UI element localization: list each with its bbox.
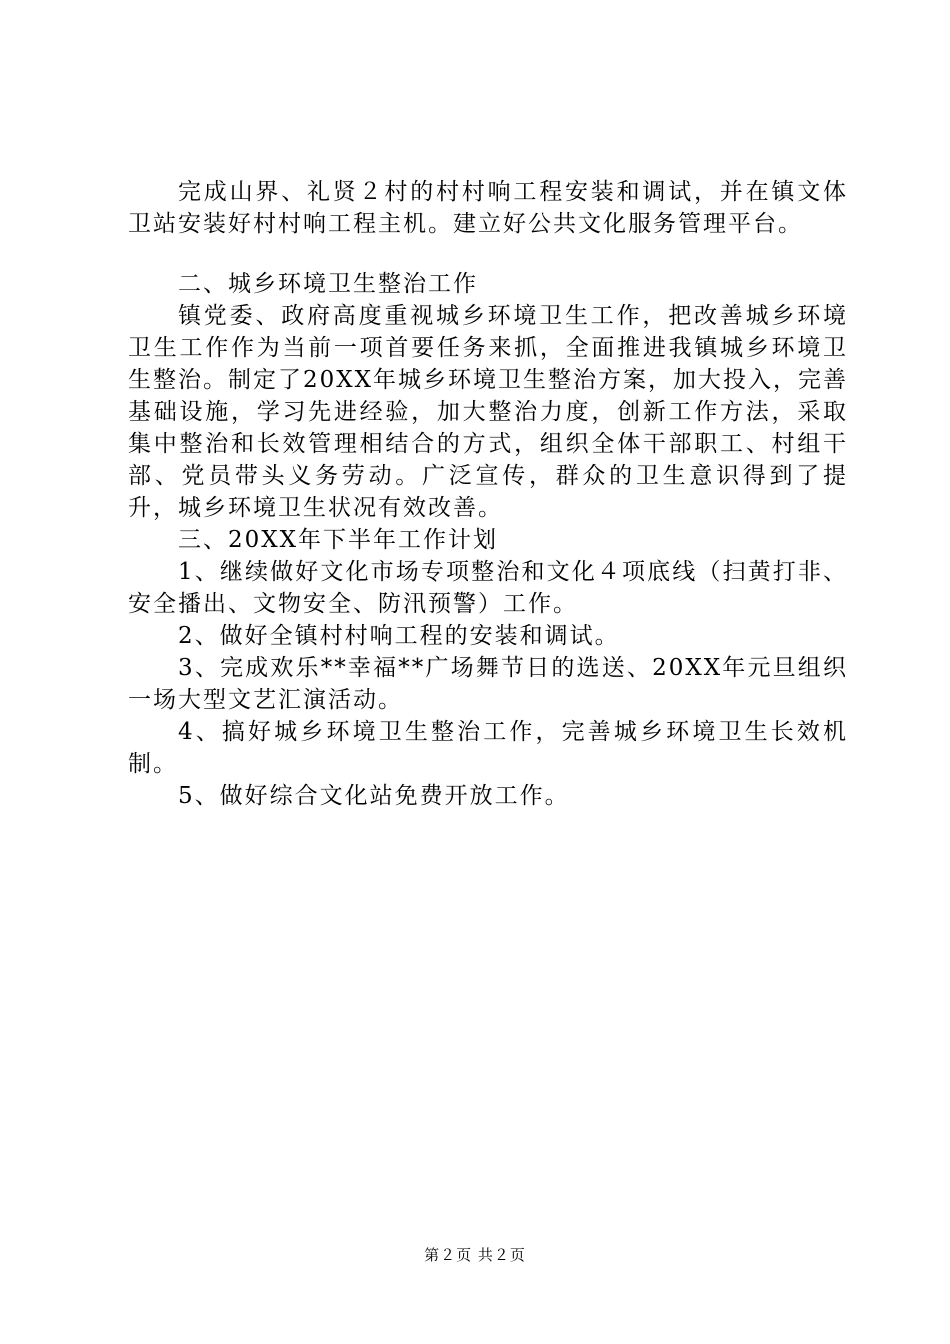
paragraph-cultural-facilities: 完成山界、礼贤２村的村村响工程安装和调试，并在镇文体卫站安装好村村响工程主机。建立好公共文化服务管理平台。	[128, 179, 848, 237]
document-body	[128, 176, 848, 812]
plan-item-2: 2、做好全镇村村响工程的安装和调试。	[178, 623, 620, 649]
paragraph-sanitation: 镇党委、政府高度重视城乡环境卫生工作，把改善城乡环境卫生工作作为当前一项首要任务来抓，全面推进我镇城乡环境卫生整治。制定了20XX年城乡环境卫生整治方案，加大投入，完善基础设施，学习先进经验，加大整治力度，创新工作方法，采取集中整治和长效管理相结合的方式，组织全体干部职工、村组干部、党员带头义务劳动。广泛宣传，群众的卫生意识得到了提升，城乡环境卫生状况有效改善。	[128, 303, 849, 521]
section-heading-sanitation: 二、城乡环境卫生整治工作	[178, 271, 478, 297]
section-heading-plan: 三、20XX年下半年工作计划	[178, 527, 499, 553]
plan-item-5: 5、做好综合文化站免费开放工作。	[178, 783, 570, 809]
page-footer: 第２页 共２页	[424, 1246, 526, 1264]
paragraph-gap	[128, 240, 848, 268]
plan-item-4: 4、搞好城乡环境卫生整治工作，完善城乡环境卫生长效机制。	[128, 719, 848, 777]
plan-item-3: 3、完成欢乐**幸福**广场舞节日的选送、20XX年元旦组织一场大型文艺汇演活动。	[128, 655, 848, 713]
plan-item-1: 1、继续做好文化市场专项整治和文化４项底线（扫黄打非、安全播出、文物安全、防汛预警）工作。	[128, 559, 848, 617]
